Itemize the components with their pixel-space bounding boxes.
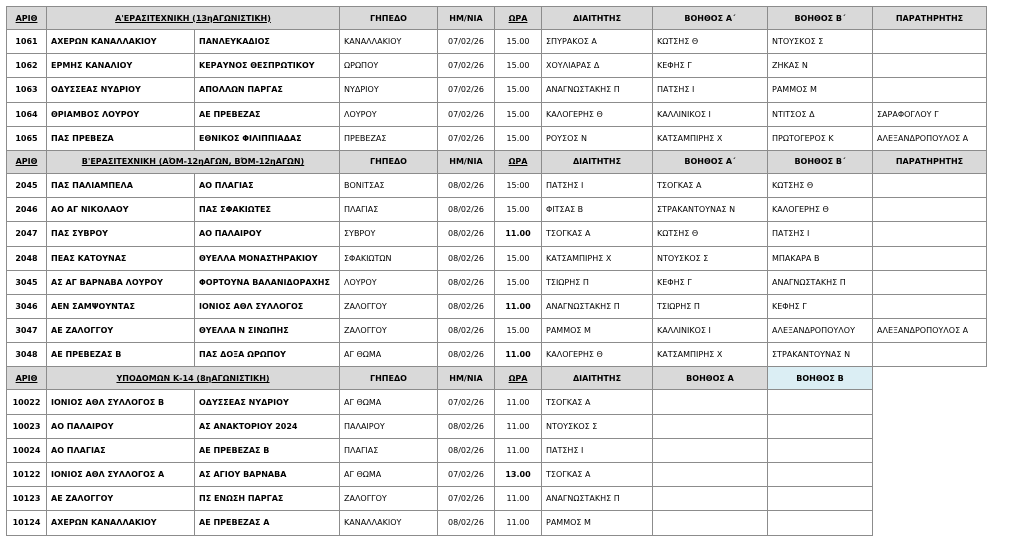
home-team: ΑΕ ΠΡΕΒΕΖΑΣ Β [47,343,195,367]
date-cell: 07/02/26 [438,78,495,102]
match-id: 10023 [7,414,47,438]
referee-cell: ΡΑΜΜΟΣ Μ [542,511,653,535]
assistant-2-cell: ΚΑΛΟΓΕΡΗΣ Θ [768,198,873,222]
date-cell: 08/02/26 [438,246,495,270]
date-cell: 07/02/26 [438,390,495,414]
referee-cell: ΚΑΤΣΑΜΠΙΡΗΣ Χ [542,246,653,270]
match-id: 10123 [7,487,47,511]
assistant-2-cell: ΑΛΕΞΑΝΔΡΟΠΟΥΛΟΥ [768,319,873,343]
section-title: Β'ΕΡΑΣΙΤΕΧΝΙΚΗ (ΑΌΜ-12ηΑΓΩΝ, ΒΌΜ-12ηΑΓΩΝ) [47,150,340,173]
table-row [7,78,987,102]
time-cell: 15.00 [495,30,542,54]
match-id: 1064 [7,102,47,126]
referee-cell: ΤΣΟΓΚΑΣ Α [542,463,653,487]
assistant-1-cell: ΚΩΤΣΗΣ Θ [653,30,768,54]
assistant-2-cell: ΠΑΤΣΗΣ Ι [768,222,873,246]
assistant-1-cell: ΤΣΙΩΡΗΣ Π [653,294,768,318]
match-id: 1062 [7,54,47,78]
home-team: ΑΕΝ ΣΑΜΨΟΥΝΤΑΣ [47,294,195,318]
header-observer [873,367,987,390]
away-team: ΑΕ ΠΡΕΒΕΖΑΣ [195,102,340,126]
home-team: ΑΕ ΖΑΛΟΓΓΟΥ [47,487,195,511]
assistant-2-cell: ΑΝΑΓΝΩΣΤΑΚΗΣ Π [768,270,873,294]
table-row [7,511,987,535]
observer-cell [873,438,987,462]
assistant-1-cell: ΚΑΤΣΑΜΠΙΡΗΣ Χ [653,343,768,367]
match-id: 10124 [7,511,47,535]
date-cell: 07/02/26 [438,463,495,487]
time-cell: 11.00 [495,487,542,511]
table-row [7,343,987,367]
header-date: ΗΜ/ΝΙΑ [438,367,495,390]
assistant-1-cell: ΣΤΡΑΚΑΝΤΟΥΝΑΣ Ν [653,198,768,222]
away-team: ΕΘΝΙΚΟΣ ΦΙΛΙΠΠΙΑΔΑΣ [195,126,340,150]
referee-cell: ΑΝΑΓΝΩΣΤΑΚΗΣ Π [542,78,653,102]
away-team: ΠΑΝΛΕΥΚΑΔΙΟΣ [195,30,340,54]
time-cell: 11.00 [495,294,542,318]
assistant-1-cell: ΚΕΦΗΣ Γ [653,54,768,78]
assistant-2-cell: ΖΗΚΑΣ Ν [768,54,873,78]
referee-cell: ΡΟΥΣΟΣ Ν [542,126,653,150]
away-team: ΑΣ ΑΝΑΚΤΟΡΙΟΥ 2024 [195,414,340,438]
assistant-1-cell [653,463,768,487]
assistant-1-cell: ΝΤΟΥΣΚΟΣ Σ [653,246,768,270]
date-cell: 07/02/26 [438,487,495,511]
venue-cell: ΖΑΛΟΓΓΟΥ [340,487,438,511]
away-team: ΑΠΟΛΛΩΝ ΠΑΡΓΑΣ [195,78,340,102]
referee-cell: ΡΑΜΜΟΣ Μ [542,319,653,343]
home-team: ΑΟ ΑΓ ΝΙΚΟΛΑΟΥ [47,198,195,222]
venue-cell: ΠΛΑΓΙΑΣ [340,198,438,222]
assistant-2-cell [768,511,873,535]
observer-cell [873,294,987,318]
time-cell: 13.00 [495,463,542,487]
header-assistant-1: ΒΟΗΘΟΣ Α΄ [653,7,768,30]
date-cell: 08/02/26 [438,343,495,367]
away-team: ΘΥΕΛΛΑ ΜΟΝΑΣΤΗΡΑΚΙΟΥ [195,246,340,270]
time-cell: 15.00 [495,270,542,294]
away-team: ΑΕ ΠΡΕΒΕΖΑΣ Β [195,438,340,462]
match-id: 3045 [7,270,47,294]
away-team: ΘΥΕΛΛΑ Ν ΣΙΝΩΠΗΣ [195,319,340,343]
referee-cell: ΦΙΤΣΑΣ Β [542,198,653,222]
table-row [7,246,987,270]
date-cell: 08/02/26 [438,270,495,294]
venue-cell: ΠΛΑΓΙΑΣ [340,438,438,462]
match-id: 10122 [7,463,47,487]
assistant-2-cell: ΝΤΟΥΣΚΟΣ Σ [768,30,873,54]
match-id: 2047 [7,222,47,246]
assistant-1-cell [653,438,768,462]
table-row [7,126,987,150]
section-title: Α'ΕΡΑΣΙΤΕΧΝΙΚΗ (13ηΑΓΩΝΙΣΤΙΚΗ) [47,7,340,30]
assistant-1-cell: ΚΕΦΗΣ Γ [653,270,768,294]
venue-cell: ΚΑΝΑΛΛΑΚΙΟΥ [340,30,438,54]
header-time: ΩΡΑ [495,367,542,390]
observer-cell [873,198,987,222]
date-cell: 07/02/26 [438,30,495,54]
fixtures-table [6,6,987,536]
match-id: 1063 [7,78,47,102]
match-id: 3046 [7,294,47,318]
date-cell: 08/02/26 [438,319,495,343]
observer-cell [873,414,987,438]
header-referee: ΔΙΑΙΤΗΤΗΣ [542,7,653,30]
header-referee: ΔΙΑΙΤΗΤΗΣ [542,367,653,390]
away-team: ΠΑΣ ΣΦΑΚΙΩΤΕΣ [195,198,340,222]
time-cell: 15.00 [495,102,542,126]
assistant-2-cell [768,487,873,511]
assistant-2-cell [768,414,873,438]
header-observer: ΠΑΡΑΤΗΡΗΤΗΣ [873,7,987,30]
assistant-1-cell: ΚΑΛΛΙΝΙΚΟΣ Ι [653,102,768,126]
assistant-1-cell: ΠΑΤΣΗΣ Ι [653,78,768,102]
assistant-2-cell [768,390,873,414]
date-cell: 07/02/26 [438,54,495,78]
referee-cell: ΑΝΑΓΝΩΣΤΑΚΗΣ Π [542,294,653,318]
table-row [7,173,987,197]
venue-cell: ΚΑΝΑΛΛΑΚΙΟΥ [340,511,438,535]
header-assistant-2: ΒΟΗΘΟΣ Β΄ [768,150,873,173]
table-row [7,198,987,222]
assistant-2-cell [768,438,873,462]
home-team: ΠΑΣ ΠΑΛΙΑΜΠΕΛΑ [47,173,195,197]
section-header-row [7,367,987,390]
referee-cell: ΑΝΑΓΝΩΣΤΑΚΗΣ Π [542,487,653,511]
assistant-2-cell: ΡΑΜΜΟΣ Μ [768,78,873,102]
header-referee: ΔΙΑΙΤΗΤΗΣ [542,150,653,173]
home-team: ΑΧΕΡΩΝ ΚΑΝΑΛΛΑΚΙΟΥ [47,30,195,54]
header-time: ΩΡΑ [495,150,542,173]
match-id: 10022 [7,390,47,414]
venue-cell: ΑΓ ΘΩΜΑ [340,390,438,414]
home-team: ΠΕΑΣ ΚΑΤΟΥΝΑΣ [47,246,195,270]
observer-cell: ΑΛΕΞΑΝΔΡΟΠΟΥΛΟΣ Α [873,319,987,343]
home-team: ΘΡΙΑΜΒΟΣ ΛΟΥΡΟΥ [47,102,195,126]
match-id: 1061 [7,30,47,54]
observer-cell [873,246,987,270]
date-cell: 08/02/26 [438,414,495,438]
time-cell: 15.00 [495,319,542,343]
home-team: ΕΡΜΗΣ ΚΑΝΑΛΙΟΥ [47,54,195,78]
table-row [7,102,987,126]
venue-cell: ΛΟΥΡΟΥ [340,102,438,126]
time-cell: 11.00 [495,511,542,535]
venue-cell: ΣΦΑΚΙΩΤΩΝ [340,246,438,270]
section-header-row [7,150,987,173]
away-team: ΑΕ ΠΡΕΒΕΖΑΣ Α [195,511,340,535]
away-team: ΑΟ ΠΛΑΓΙΑΣ [195,173,340,197]
venue-cell: ΝΥΔΡΙΟΥ [340,78,438,102]
referee-cell: ΚΑΛΟΓΕΡΗΣ Θ [542,343,653,367]
section-title: ΥΠΟΔΟΜΩΝ Κ-14 (8ηΑΓΩΝΙΣΤΙΚΗ) [47,367,340,390]
venue-cell: ΩΡΩΠΟΥ [340,54,438,78]
observer-cell [873,511,987,535]
header-venue: ΓΗΠΕΔΟ [340,150,438,173]
header-observer: ΠΑΡΑΤΗΡΗΤΗΣ [873,150,987,173]
assistant-2-cell: ΠΡΩΤΟΓΕΡΟΣ Κ [768,126,873,150]
table-row [7,390,987,414]
observer-cell [873,343,987,367]
table-row [7,30,987,54]
table-row [7,463,987,487]
venue-cell: ΠΑΛΑΙΡΟΥ [340,414,438,438]
header-date: ΗΜ/ΝΙΑ [438,150,495,173]
assistant-2-cell [768,463,873,487]
observer-cell [873,463,987,487]
home-team: ΠΑΣ ΣΥΒΡΟΥ [47,222,195,246]
venue-cell: ΒΟΝΙΤΣΑΣ [340,173,438,197]
time-cell: 11.00 [495,390,542,414]
assistant-1-cell [653,487,768,511]
time-cell: 15:00 [495,173,542,197]
table-row [7,222,987,246]
home-team: ΑΣ ΑΓ ΒΑΡΝΑΒΑ ΛΟΥΡΟΥ [47,270,195,294]
header-id: ΑΡΙΘ [7,367,47,390]
assistant-1-cell: ΚΩΤΣΗΣ Θ [653,222,768,246]
referee-cell: ΝΤΟΥΣΚΟΣ Σ [542,414,653,438]
home-team: ΑΟ ΠΛΑΓΙΑΣ [47,438,195,462]
away-team: ΠΣ ΕΝΩΣΗ ΠΑΡΓΑΣ [195,487,340,511]
header-assistant-2: ΒΟΗΘΟΣ Β [768,367,873,390]
home-team: ΑΧΕΡΩΝ ΚΑΝΑΛΛΑΚΙΟΥ [47,511,195,535]
home-team: ΑΟ ΠΑΛΑΙΡΟΥ [47,414,195,438]
away-team: ΠΑΣ ΔΟΞΑ ΩΡΩΠΟΥ [195,343,340,367]
home-team: ΙΟΝΙΟΣ ΑΘΛ ΣΥΛΛΟΓΟΣ Β [47,390,195,414]
referee-cell: ΤΣΟΓΚΑΣ Α [542,390,653,414]
assistant-2-cell: ΝΤΙΤΣΟΣ Δ [768,102,873,126]
header-venue: ΓΗΠΕΔΟ [340,367,438,390]
home-team: ΠΑΣ ΠΡΕΒΕΖΑ [47,126,195,150]
away-team: ΙΟΝΙΟΣ ΑΘΛ ΣΥΛΛΟΓΟΣ [195,294,340,318]
assistant-2-cell: ΚΩΤΣΗΣ Θ [768,173,873,197]
venue-cell: ΖΑΛΟΓΓΟΥ [340,294,438,318]
observer-cell: ΣΑΡΑΦΟΓΛΟΥ Γ [873,102,987,126]
match-id: 1065 [7,126,47,150]
table-row [7,487,987,511]
home-team: ΑΕ ΖΑΛΟΓΓΟΥ [47,319,195,343]
table-row [7,294,987,318]
time-cell: 15.00 [495,78,542,102]
assistant-2-cell: ΜΠΑΚΑΡΑ Β [768,246,873,270]
time-cell: 11.00 [495,414,542,438]
observer-cell [873,54,987,78]
assistant-2-cell: ΚΕΦΗΣ Γ [768,294,873,318]
venue-cell: ΑΓ ΘΩΜΑ [340,343,438,367]
match-id: 2045 [7,173,47,197]
away-team: ΦΟΡΤΟΥΝΑ ΒΑΛΑΝΙΔΟΡΑΧΗΣ [195,270,340,294]
referee-cell: ΚΑΛΟΓΕΡΗΣ Θ [542,102,653,126]
match-id: 3048 [7,343,47,367]
venue-cell: ΑΓ ΘΩΜΑ [340,463,438,487]
observer-cell [873,270,987,294]
referee-cell: ΧΟΥΛΙΑΡΑΣ Δ [542,54,653,78]
section-header-row [7,7,987,30]
match-id: 10024 [7,438,47,462]
table-row [7,54,987,78]
header-id: ΑΡΙΘ [7,150,47,173]
time-cell: 15.00 [495,246,542,270]
referee-cell: ΤΣΙΩΡΗΣ Π [542,270,653,294]
observer-cell [873,173,987,197]
observer-cell [873,30,987,54]
assistant-1-cell: ΚΑΤΣΑΜΠΙΡΗΣ Χ [653,126,768,150]
away-team: ΑΟ ΠΑΛΑΙΡΟΥ [195,222,340,246]
header-id: ΑΡΙΘ [7,7,47,30]
date-cell: 08/02/26 [438,173,495,197]
table-row [7,319,987,343]
referee-cell: ΣΠΥΡΑΚΟΣ Α [542,30,653,54]
away-team: ΚΕΡΑΥΝΟΣ ΘΕΣΠΡΩΤΙΚΟΥ [195,54,340,78]
date-cell: 07/02/26 [438,126,495,150]
away-team: ΑΣ ΑΓΙΟΥ ΒΑΡΝΑΒΑ [195,463,340,487]
referee-cell: ΠΑΤΣΗΣ Ι [542,173,653,197]
time-cell: 11.00 [495,222,542,246]
date-cell: 08/02/26 [438,222,495,246]
header-date: ΗΜ/ΝΙΑ [438,7,495,30]
venue-cell: ΖΑΛΟΓΓΟΥ [340,319,438,343]
table-row [7,414,987,438]
date-cell: 08/02/26 [438,511,495,535]
time-cell: 15.00 [495,126,542,150]
venue-cell: ΣΥΒΡΟΥ [340,222,438,246]
assistant-1-cell [653,390,768,414]
match-id: 3047 [7,319,47,343]
time-cell: 11.00 [495,438,542,462]
date-cell: 07/02/26 [438,102,495,126]
assistant-1-cell [653,414,768,438]
home-team: ΟΔΥΣΣΕΑΣ ΝΥΔΡΙΟΥ [47,78,195,102]
header-venue: ΓΗΠΕΔΟ [340,7,438,30]
date-cell: 08/02/26 [438,438,495,462]
time-cell: 11.00 [495,343,542,367]
header-assistant-1: ΒΟΗΘΟΣ Α [653,367,768,390]
header-assistant-2: ΒΟΗΘΟΣ Β΄ [768,7,873,30]
time-cell: 15.00 [495,198,542,222]
observer-cell [873,487,987,511]
assistant-2-cell: ΣΤΡΑΚΑΝΤΟΥΝΑΣ Ν [768,343,873,367]
assistant-1-cell: ΚΑΛΛΙΝΙΚΟΣ Ι [653,319,768,343]
header-assistant-1: ΒΟΗΘΟΣ Α΄ [653,150,768,173]
venue-cell: ΛΟΥΡΟΥ [340,270,438,294]
header-time: ΩΡΑ [495,7,542,30]
time-cell: 15.00 [495,54,542,78]
table-row [7,270,987,294]
observer-cell [873,222,987,246]
home-team: ΙΟΝΙΟΣ ΑΘΛ ΣΥΛΛΟΓΟΣ Α [47,463,195,487]
away-team: ΟΔΥΣΣΕΑΣ ΝΥΔΡΙΟΥ [195,390,340,414]
date-cell: 08/02/26 [438,198,495,222]
match-id: 2048 [7,246,47,270]
table-row [7,438,987,462]
assistant-1-cell [653,511,768,535]
observer-cell: ΑΛΕΞΑΝΔΡΟΠΟΥΛΟΣ Α [873,126,987,150]
match-id: 2046 [7,198,47,222]
referee-cell: ΠΑΤΣΗΣ Ι [542,438,653,462]
assistant-1-cell: ΤΣΟΓΚΑΣ Α [653,173,768,197]
referee-cell: ΤΣΟΓΚΑΣ Α [542,222,653,246]
observer-cell [873,390,987,414]
observer-cell [873,78,987,102]
venue-cell: ΠΡΕΒΕΖΑΣ [340,126,438,150]
date-cell: 08/02/26 [438,294,495,318]
